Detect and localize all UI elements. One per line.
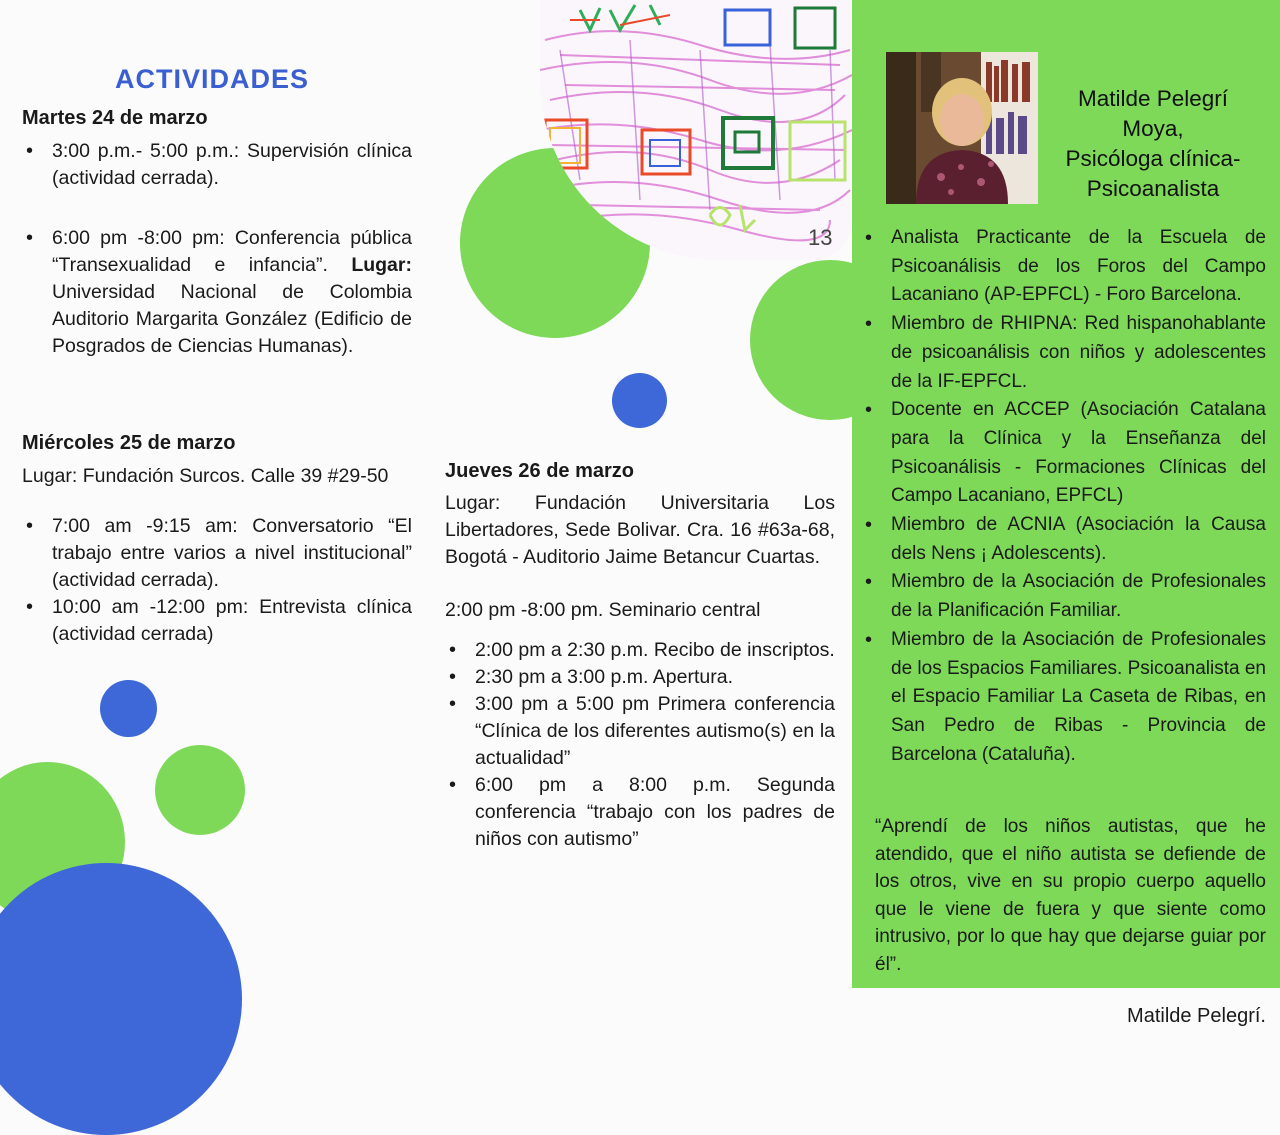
list-item: • 3:00 pm a 5:00 pm Primera conferencia “Clínica de los diferentes autismo(s) en la actualidad” xyxy=(445,691,835,772)
middle-column xyxy=(445,458,835,853)
list-item: • Miembro de RHIPNA: Red hispanohablante de psicoanálisis con niños y adolescentes de la IF-EPFCL. xyxy=(861,310,1266,396)
list-item: • 3:00 p.m.- 5:00 p.m.: Supervisión clínica (actividad cerrada). xyxy=(22,138,412,192)
tuesday-heading: Martes 24 de marzo xyxy=(22,107,208,129)
speaker-photo xyxy=(886,52,1038,204)
speaker-quote: “Aprendí de los niños autistas, que he atendido, que el niño autista se defiende de los otros, vive en su propio cuerpo aquello que le viene de fuera y que siente como intrusivo, por lo que hay que dejarse guiar por él”. xyxy=(875,816,1266,975)
credentials-column xyxy=(861,224,1266,1031)
svg-text:13: 13 xyxy=(808,225,833,250)
wednesday-place: Lugar: Fundación Surcos. Calle 39 #29-50 xyxy=(22,465,389,487)
list-item: • Docente en ACCEP (Asociación Catalana para la Clínica y la Enseñanza del Psicoanálisis - Formaciones Clínicas del Campo Lacaniano, EPFCL) xyxy=(861,396,1266,511)
list-item: • 6:00 pm a 8:00 p.m. Segunda conferencia “trabajo con los padres de niños con autismo” xyxy=(445,772,835,853)
left-column xyxy=(22,66,412,648)
list-item: • 10:00 am -12:00 pm: Entrevista clínica (actividad cerrada) xyxy=(22,594,412,648)
wednesday-list xyxy=(22,513,412,648)
page-title: ACTIVIDADES xyxy=(114,64,309,94)
wednesday-heading: Miércoles 25 de marzo xyxy=(22,432,236,454)
thursday-place: Lugar: Fundación Universitaria Los Libertadores, Sede Bolivar. Cra. 16 #63a-68, Bogotá - Auditorio Jaime Betancur Cuartas. xyxy=(445,492,835,568)
thursday-heading: Jueves 26 de marzo xyxy=(445,460,634,482)
green-circle-small-bottom xyxy=(155,745,245,835)
portrait-image xyxy=(886,52,1038,204)
list-item: • 7:00 am -9:15 am: Conversatorio “El trabajo entre varios a nivel institucional” (actividad cerrada). xyxy=(22,513,412,594)
tuesday-list xyxy=(22,138,412,360)
blue-circle-small-left xyxy=(100,680,157,737)
thursday-list xyxy=(445,637,835,853)
list-item: • Miembro de ACNIA (Asociación la Causa dels Nens ¡ Adolescents). xyxy=(861,511,1266,568)
credentials-list xyxy=(861,224,1266,769)
thursday-session: 2:00 pm -8:00 pm. Seminario central xyxy=(445,599,761,621)
list-item: • Miembro de la Asociación de Profesionales de la Planificación Familiar. xyxy=(861,568,1266,625)
blue-circle-center xyxy=(612,373,667,428)
speaker-name: Matilde Pelegrí Moya, Psicóloga clínica- Psicoanalista xyxy=(1065,86,1241,201)
signature: Matilde Pelegrí. xyxy=(1127,1005,1266,1028)
blue-circle-large-bottom xyxy=(0,863,242,1135)
list-item: • 2:30 pm a 3:00 p.m. Apertura. xyxy=(445,664,835,691)
list-item: • 2:00 pm a 2:30 p.m. Recibo de inscriptos. xyxy=(445,637,835,664)
list-item: • Analista Practicante de la Escuela de Psicoanálisis de los Foros del Campo Lacaniano (AP-EPFCL) - Foro Barcelona. xyxy=(861,224,1266,310)
list-item: • Miembro de la Asociación de Profesionales de los Espacios Familiares. Psicoanalista en el Espacio Familiar La Caseta de Ribas, en San Pedro de Ribas - Provincia de Barcelona (Cataluña). xyxy=(861,626,1266,770)
list-item: • 6:00 pm -8:00 pm: Conferencia pública “Transexualidad e infancia”. Lugar: Universidad Nacional de Colombia Auditorio Margarita González (Edificio de Posgrados de Ciencias Humanas). xyxy=(22,225,412,360)
